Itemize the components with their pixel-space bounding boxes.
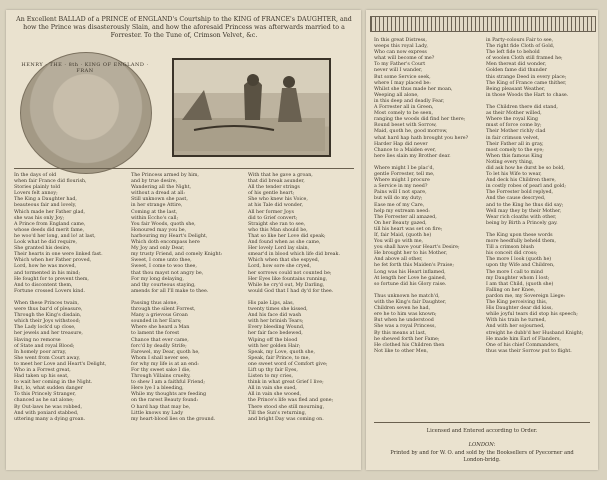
woodcut-scene <box>174 60 325 151</box>
footer-rule <box>374 422 590 423</box>
left-sheet <box>6 10 361 470</box>
left-column-1: In the days of old when fair France did flourish, Stories plainly told Lovers felt annoy; The King a Daughter had, beauteous fair and lovely, Which made her Father glad, she was his only Joy; A Prince from England came, whose deeds did merit fame, he woo'd her long, and lo! at last, Look what he did require, She granted his desire, Their hearts in one were linked fast. Which when her Father proved, Lord, how he was moved, and tormented in his mind; He fought for to prevent them, And to discontent them, Fortune crossed Lovers kind. When these Princes twain, were thus bar'd of pleasure, Through the King's disdain, which their Joys withstood; The Lady lock'd up close, her jewels and her treasure, Having no remorse of State and royal Blood; In homely poor array, She went from Court away, to meet her Love and Heart's Delight, Who in a Forrest great, Had taken up his seat, to wait her coming in the Night. But, lo, what sudden danger To this Princely Stranger, chanced as he sat alone; By Out-laws he was robbed, And with poniard stabbed, uttering many a dying groan. <box>14 173 107 422</box>
licensed-notice: Licensed and Entered according to Order. <box>426 428 538 434</box>
portrait-legend: HENRY · THE · 8th · KING OF ENGLAND · FRAN <box>21 62 149 74</box>
left-column-3: With that he gave a groan, that did break asunder, All the tender strings of his gentle heart; She who knew his Voice, at his Tale did wonder, All her former Joys did to Grief convert; Straight she ran to see, who this Man should be, That so like her Love did speak; And found when as she came, Her lovely Lord lay slain, smear'd in blood which life did break. Which when that she espyed, Lord, how sore she cryed, her sorrows could not counted be; Her Eyes like fountains running, While he cry'd out, My Darling, would God that I had dy'd for thee. His pale Lips, alas, twenty times she kissed, And his face did wash with her brinish Tears; Every bleeding Wound, her fair face bedewed, Wiping off the blood with her golden Hair; Speak, my Love, quoth she, Speak, fair Prince, to me, one sweet word of Comfort give; Lift up thy fair Eyes, Listen to my cries, think in what great Grief I live; All in vain she sued, All in vain she wooed, the Prince's life was fled and gone; There stood she still mourning, Till the Sun's returning, and bright Day was coming on. <box>248 173 340 422</box>
imprint-text: Printed by and for W. O. and sold by the Booksellers of Pyecorner and London-bridg. <box>390 450 574 463</box>
right-column-1: In this great Distress, weeps this royal Lady, Who can now express what will become of me? To my Father's Court never will I wander, But some Service seek, where I may placed be: Whilst she thus made her moan, Weeping all alone, in this deep and deadly Fear, A Forrester all in Green, Most comely to be seen, ranging the woods did find her there; Round beset with Sorrow, Maid, quoth he, good morrow, what hard hap hath brought you here? Harder Hap did never Chance to a Maiden ever, here lies slain my Brother dear. Where might I be plac'd, gentle Forrester, tell me, Where might I procure a Service in my need? Pains will I not spare, but will do my duty; Ease me of my Care, help my extream need: The Forrester all amazed, On her Beauty gazed, till his heart was set on fire; If, fair Maid, (quoth he) You will go with me, you shall have your Heart's Desire; He brought her to his Mother, And above all other, he fet forth this Maiden's Praise; Long was his Heart inflamed, At length her Love he gained, so fortune did his Glory raise. Thus unknown he match'd, with the King's fair Daughter, Children seven he had, ere he to him was known; But when he understood She was a royal Princess, By this means at last, he shewed forth her Fame; He clothed his Children then Not like to other Men, <box>374 38 469 354</box>
ornament-band <box>370 16 596 32</box>
left-column-2: The Princess armed by him, and by true desire, Wandering all the Night, without a dread at all: Still unknown she past, in her strange Attire, Coming at the last, within Eccho's call; You fair Woods, quoth she, Honoured may you be, harbouring my Heart's Delight, Which doth encompass here My Joy and only Dear, my trusty Friend, and comely Knight: Sweet, I come unto thee, Sweet, I come to woo thee, that thou mayst not angry be, For my long delaying, and thy courteous staying, amends for all I'll make to thee. Passing thus alone, through the silent Forrest, Many a grievous Groan sounded in her Ears; Where she heard a Man to lament the forest Chance that ever came, forc'd by deadly Strife; Farewel, my Dear, quoth he, Whom I shall never see, for why my life is at an end: For thy sweet sake I die, Through Villains cruelty, to shew I am a faithful Friend; Here lye I a bleeding, While my thoughts are feeding on the rarest Beauty found: O hard hap that may be, Little knows my Lady my heart-blood lies on the ground. <box>131 173 223 422</box>
right-sheet <box>366 10 598 470</box>
right-column-2: in Party-colours Fair to see, The right fide Cloth of Gold, The left fide to behold of woolen Cloth still framed he; Men thereat did wonder, Golden fame did thunder this strange Deed in every place; The King of France came thither, Being pleasant Weather, in those Woods the Hart to chase. The Children there did stand, as their Mother willed, Where the royal King must of force come by; Their Mother richly clad in fair crimson velvet, Their Father all in gray, most comely to the eye; When this famous King Noting every thing, did ask how he durst be so bold, To let his Wife to wear, And deck his Children there, in costly robes of pearl and gold; The Forrester bold replyed, And the cause descryed, and to the King he thus did say; Well may they by their Mother, Wear rich cloaths with other, being by Birth a Princely gay. The King upon these words more heedfully beheld them, Till a crimson blush his conceit did cross; The more I look (quoth he) upon thy Wife and Children, The more I call to mind my Daughter whom I lost; I am that Child, (quoth she) Falling on her Knee, pardon me, my Sovereign Liege: The King perceiving this, His Daughter dear did kiss, while joyful tears did stop his speech; With his train he turned, And with her sojourned, streight he dubb'd her Husband Knight; He made him Earl of Flanders, One of his chief Commanders, thus was their Sorrow put to flight. <box>486 38 584 354</box>
imprint-place: LONDON: <box>468 442 496 448</box>
ballad-title: An Excellent BALLAD of a PRINCE of ENGLAND's Courtship to the KING of FRANCE's DAUGHTER, and how the Prince was disasterously Slain, and how the aforesaid Princess was afterwards married to a Forrester. To the Tune of, Crimson Velvet, &c. <box>16 16 352 39</box>
woodcut-illustration <box>172 58 331 157</box>
title-rule <box>14 168 354 169</box>
